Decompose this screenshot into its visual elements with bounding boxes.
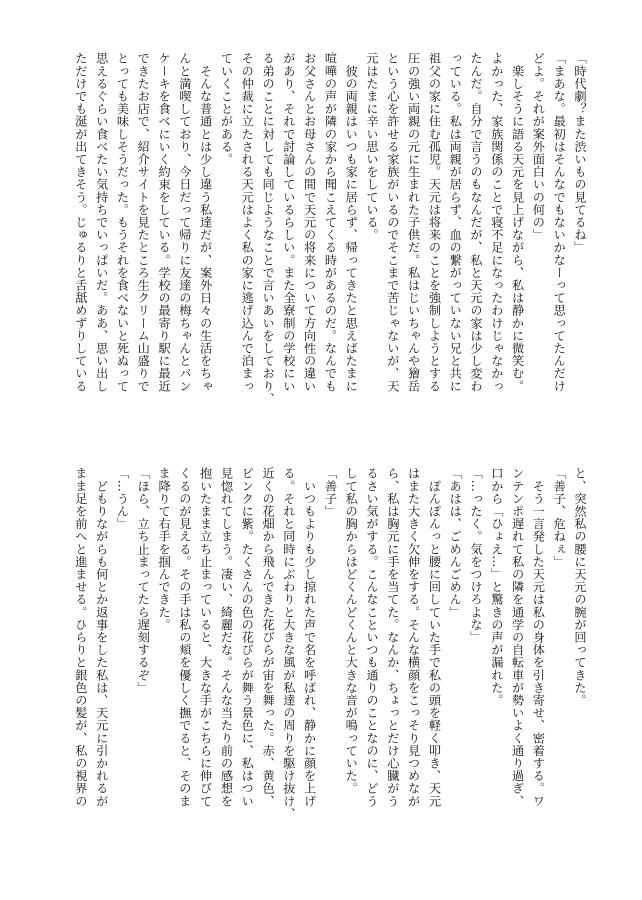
text-line: そんな普通とは少し違う私達だが、案外日々の生活をちゃ (198, 52, 213, 393)
text-line: 「善子、危ねぇ」 (552, 467, 567, 568)
text-line: る弟のことに対しても同じようなことで言いあいをしており、 (261, 52, 276, 405)
text-line: 「時代劇？また渋いもの見てるね」 (573, 52, 587, 254)
text-line: 「ほら、立ち止まってたら遅刻するぞ」 (136, 467, 151, 694)
text-line: ていくことがある。 (219, 52, 234, 166)
text-line: 圧の強い両親の元に生まれた子供だ。私はじいちゃんや獪岳 (406, 52, 421, 393)
upper-text-block (40, 52, 590, 432)
lower-text-block (40, 467, 590, 842)
text-line: ら、私は胸元に手を当てた。なんか、ちょっとだけ心臓がう (385, 467, 400, 808)
text-line: ぽんぽんっと腰に回していた手で私の頭を軽く叩き、天元 (427, 467, 442, 808)
text-line: 「まあな。最初はそんなでもないかなーって思ってたんだけ (552, 52, 567, 393)
text-line: っている。私は両親が居らず、血の繋がっていない兄と共に (448, 52, 463, 393)
text-line: ま降りて右手を掴んできた。 (157, 467, 172, 631)
text-line: 「善子」 (323, 467, 338, 518)
text-line: 「…ったく。気をつけろよな」 (469, 467, 484, 644)
text-line: 「あはは、ごめんごめん」 (448, 467, 463, 619)
text-line: 見惚れてしまう。凄い、綺麗だな。そんな当たり前の感想を (219, 467, 234, 808)
text-line: できたお店で、紹介サイトを見たところ生クリーム山盛りで (136, 52, 151, 393)
text-line: 口から「ひょえ…」と驚きの声が漏れた。 (489, 467, 504, 707)
text-line: どよ。それが案外面白いの何の」 (531, 52, 546, 241)
text-line: 喧嘩の声が隣の家から聞こえてくる時があるのだ。なんでも (323, 52, 338, 393)
text-line: くるのが見える。その手は私の頬を優しく撫でると、そのま (177, 467, 192, 808)
text-line: 楽しそうに語る天元を見上げながら、私は静かに微笑む。 (510, 52, 525, 393)
text-line: と、突然私の腰に天元の腕が回ってきた。 (573, 467, 587, 707)
text-line: 「…うん」 (115, 467, 130, 530)
text-line: そう一言発した天元は私の身体を引き寄せ、密着する。ワ (531, 467, 546, 808)
text-line: よかった、家族関係のことで寝不足になったわけじゃなかっ (489, 52, 504, 393)
text-line: まま足を前へと進ませる。ひらりと銀色の髪が、私の視界の (73, 467, 88, 808)
text-line: ケーキを食べにいく約束をしている。学校の最寄り駅に最近 (157, 52, 172, 393)
text-line: 元はたまに辛い思いをしている。 (365, 52, 380, 241)
text-line: はまた大きく欠伸をする。そんな横顔をこっそり見つめなが (406, 467, 421, 808)
text-line: んと満喫しており、今日だって帰りに友達の梅ちゃんとパン (177, 52, 192, 393)
text-line: ンテンポ遅れて私の隣を通学の自転車が勢いよく通り過ぎ、 (510, 467, 525, 808)
text-line: どもりながらも何とか返事をした私は、天元に引かれるが (94, 467, 109, 808)
text-line: たんだ。自分で言うのもなんだが、私と天元の家は少し変わ (469, 52, 484, 393)
text-line: るさい気がする。こんなこといつも通りのことなのに、どう (365, 467, 380, 808)
text-line: ただけでも涎が出てきそう。じゅるりと舌舐めずりしている (73, 52, 88, 393)
text-line: とっても美味しそうだった。もうそれを食べないと死ぬって (115, 52, 130, 393)
text-line: いつもよりも少し掠れた声で名を呼ばれ、静かに顔を上げ (302, 467, 317, 808)
text-line: して私の胸からはどくんどくんと大きな音が鳴っていた。 (344, 467, 359, 795)
text-line: 祖父の家に住む孤児。天元は将来のことを強制しようとする (427, 52, 442, 393)
text-line: 近くの花畑から飛んできた花びらが宙を舞った。赤、黄色、 (261, 467, 276, 808)
text-line: ピンクに紫。たくさんの色の花びらが舞う景色に、私はつい (240, 467, 255, 808)
text-line: 彼の両親はいつも家に居らず、帰ってきたと思えばたまに (344, 52, 359, 393)
text-line: という心を許せる家族がいるのでそこまで苦じゃないが、天 (385, 52, 400, 393)
text-line: お父さんとお母さんの間で天元の将来について方向性の違い (302, 52, 317, 393)
text-line: 思えるぐらい食べたい気持ちでいっぱいだ。ああ、思い出し (94, 52, 109, 393)
text-line: る。それと同時にぶわりと大きな風が私達の周りを駆け抜け、 (281, 467, 296, 820)
text-line: 抱いたまま立ち止まっていると、大きな手がこちらに伸びて (198, 467, 213, 808)
text-line: その仲裁に立たされる天元はよく私の家に逃げ込んで泊まっ (240, 52, 255, 393)
text-line: があり、それで討論しているらしい。また全寮制の学校にい (281, 52, 296, 393)
